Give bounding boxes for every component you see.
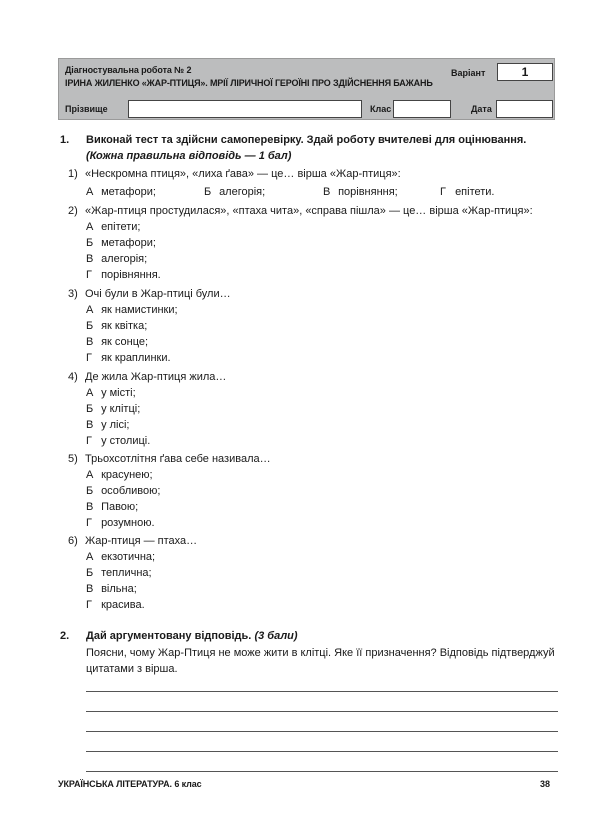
question-3-option-b[interactable]: Б як квітка; xyxy=(86,320,148,332)
answer-line[interactable] xyxy=(86,751,558,752)
question-4-option-c[interactable]: В у лісі; xyxy=(86,419,130,431)
worksheet-header xyxy=(58,58,555,120)
question-5-text: Трьохсотлітня ґава себе називала… xyxy=(85,453,271,465)
worksheet-title: Діагностувальна робота № 2 xyxy=(65,65,192,75)
answer-line[interactable] xyxy=(86,771,558,772)
task-2-points: (3 бали) xyxy=(254,630,298,642)
question-6-option-b[interactable]: Б теплична; xyxy=(86,567,152,579)
task-1-heading xyxy=(86,132,560,164)
task-2-number: 2. xyxy=(60,630,70,642)
question-3-option-c[interactable]: В як сонце; xyxy=(86,336,149,348)
question-6-option-c[interactable]: В вільна; xyxy=(86,583,137,595)
surname-label: Прізвище xyxy=(65,104,108,114)
question-2-option-d[interactable]: Г порівняння. xyxy=(86,269,161,281)
task-1-points: (Кожна правильна відповідь — 1 бал) xyxy=(86,150,292,162)
answer-line[interactable] xyxy=(86,691,558,692)
question-4-option-d[interactable]: Г у столиці. xyxy=(86,435,151,447)
question-3-number: 3) xyxy=(68,288,78,300)
question-2 xyxy=(68,205,533,217)
task-2-text: Поясни, чому Жар-Птиця не може жити в клітці. Яке її призначення? Відповідь підтверджуй цитатами з вірша. xyxy=(86,647,555,675)
question-5-option-a[interactable]: А красунею; xyxy=(86,469,153,481)
date-field[interactable] xyxy=(496,100,553,118)
question-3-text: Очі були в Жар-птиці були… xyxy=(85,288,231,300)
question-6-number: 6) xyxy=(68,535,78,547)
question-3-option-a[interactable]: А як намистинки; xyxy=(86,304,178,316)
answer-line[interactable] xyxy=(86,731,558,732)
question-3 xyxy=(68,288,231,300)
question-5-option-c[interactable]: В Павою; xyxy=(86,501,139,513)
question-4-number: 4) xyxy=(68,371,78,383)
question-1-text: «Нескромна птиця», «лиха ґава» — це… вірша «Жар-птиця»: xyxy=(85,168,401,180)
question-6 xyxy=(68,535,197,547)
class-field[interactable] xyxy=(393,100,451,118)
surname-field[interactable] xyxy=(128,100,362,118)
question-2-text: «Жар-птиця простудилася», «птаха чита», «справа пішла» — це… вірша «Жар-птиця»: xyxy=(85,205,533,217)
question-1 xyxy=(68,168,401,180)
question-5-option-b[interactable]: Б особливою; xyxy=(86,485,161,497)
question-1-option-a[interactable]: А метафори; xyxy=(86,186,156,198)
question-4-option-a[interactable]: А у місті; xyxy=(86,387,136,399)
question-4-text: Де жила Жар-птиця жила… xyxy=(85,371,227,383)
question-5-option-d[interactable]: Г розумною. xyxy=(86,517,155,529)
question-5 xyxy=(68,453,271,465)
question-5-number: 5) xyxy=(68,453,78,465)
worksheet-subtitle: ІРИНА ЖИЛЕНКО «ЖАР-ПТИЦЯ». МРІЇ ЛІРИЧНОЇ ГЕРОЇНІ ПРО ЗДІЙСНЕННЯ БАЖАНЬ xyxy=(65,78,433,88)
question-4 xyxy=(68,371,226,383)
question-2-number: 2) xyxy=(68,205,78,217)
question-6-option-a[interactable]: А екзотична; xyxy=(86,551,156,563)
date-label: Дата xyxy=(471,104,492,114)
page-number: 38 xyxy=(540,779,551,789)
answer-line[interactable] xyxy=(86,711,558,712)
question-1-number: 1) xyxy=(68,168,78,180)
question-1-option-b[interactable]: Б алегорія; xyxy=(204,186,266,198)
task-1-number: 1. xyxy=(60,134,70,146)
question-3-option-d[interactable]: Г як краплинки. xyxy=(86,352,171,364)
question-2-option-a[interactable]: А епітети; xyxy=(86,221,141,233)
class-label: Клас xyxy=(370,104,392,114)
question-2-option-b[interactable]: Б метафори; xyxy=(86,237,156,249)
question-6-option-d[interactable]: Г красива. xyxy=(86,599,145,611)
question-6-text: Жар-птиця — птаха… xyxy=(85,535,198,547)
variant-label: Варіант xyxy=(451,68,486,78)
question-1-option-c[interactable]: В порівняння; xyxy=(323,186,398,198)
task-2-heading xyxy=(86,628,560,644)
task-2-instruction: Дай аргументовану відповідь. xyxy=(86,630,252,642)
task-1-instruction: Виконай тест та здійсни самоперевірку. Здай роботу вчителеві для оцінювання. xyxy=(86,134,527,146)
variant-value: 1 xyxy=(497,63,553,81)
footer-book-title: УКРАЇНСЬКА ЛІТЕРАТУРА. 6 клас xyxy=(58,779,202,789)
question-2-option-c[interactable]: В алегорія; xyxy=(86,253,148,265)
question-1-option-d[interactable]: Г епітети. xyxy=(440,186,495,198)
question-4-option-b[interactable]: Б у клітці; xyxy=(86,403,141,415)
